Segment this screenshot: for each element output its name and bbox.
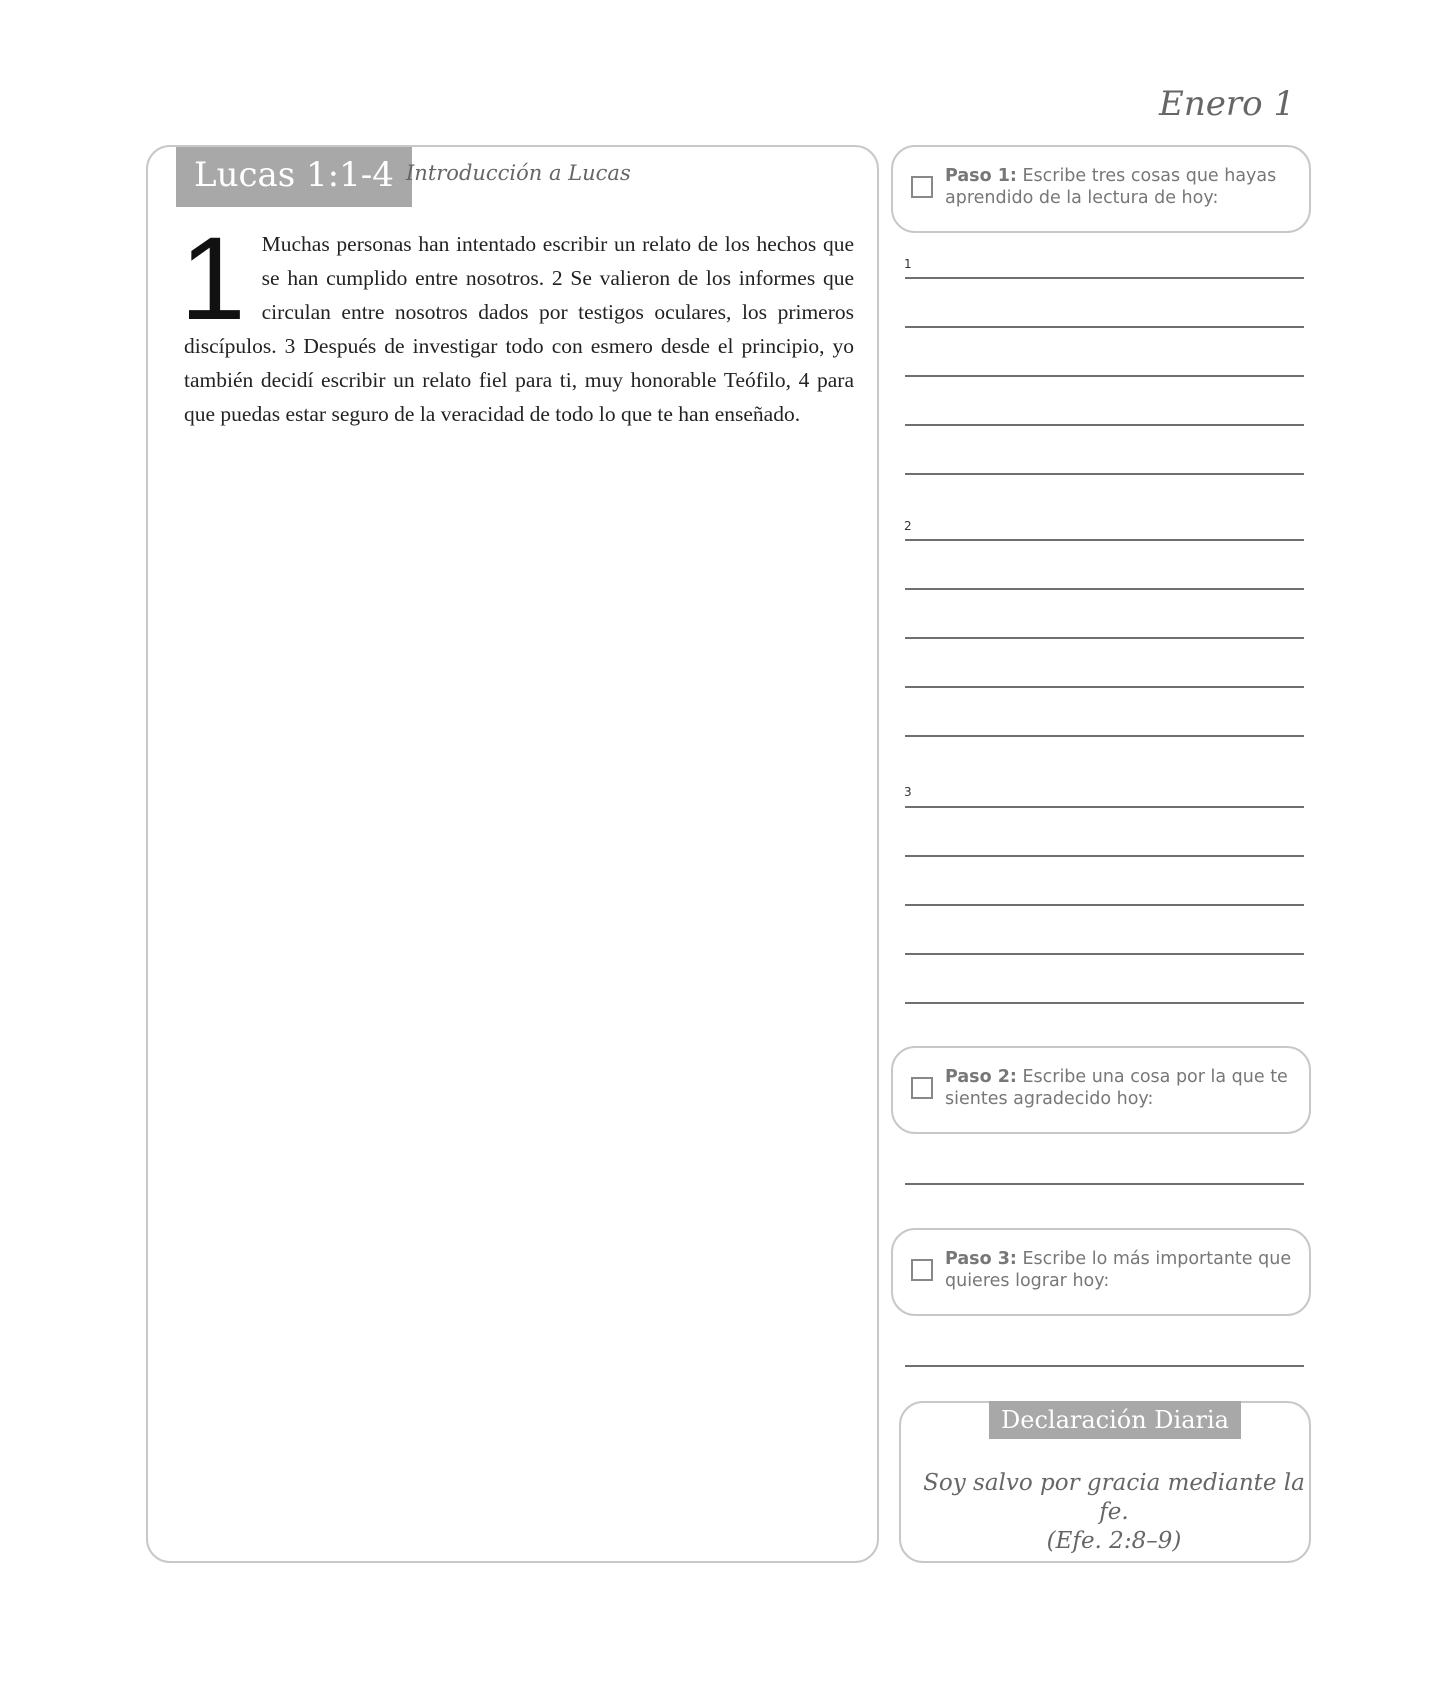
item-number-2: 2 [904,519,912,533]
write-line[interactable] [905,326,1304,328]
declaration-label: Declaración Diaria [989,1401,1241,1439]
write-line[interactable] [905,588,1304,590]
step1-box [891,145,1311,233]
step2-label: Paso 2: [945,1067,1017,1087]
write-line[interactable] [905,637,1304,639]
step3-box [891,1228,1311,1316]
step1-label: Paso 1: [945,166,1017,186]
item-number-1: 1 [904,257,912,271]
passage-text: Muchas personas han intentado escribir un relato de los hechos que se han cumplido entre nosotros. 2 Se valieron de los informes que circulan entre nosotros dados por testigos oculares, los primeros discípulos. 3 Después de investigar todo con esmero desde el principio, yo también decidí escribir un relato fiel para ti, muy honorable Teófilo, 4 para que puedas estar seguro de la veracidad de todo lo que te han enseñado. [184,232,854,426]
reading-panel [146,145,879,1563]
write-line[interactable] [905,855,1304,857]
step2-instructions [945,1066,1295,1110]
write-line[interactable] [905,277,1304,279]
daily-declaration-box [899,1401,1311,1563]
write-line[interactable] [905,806,1304,808]
write-line[interactable] [905,1002,1304,1004]
step3-label: Paso 3: [945,1249,1017,1269]
write-line[interactable] [905,424,1304,426]
chapter-number: 1 [180,213,246,345]
write-line[interactable] [905,1183,1304,1185]
write-line[interactable] [905,686,1304,688]
write-line[interactable] [905,473,1304,475]
write-line[interactable] [905,375,1304,377]
declaration-text: Soy salvo por gracia mediante la fe. [923,1470,1305,1525]
step3-text: Escribe lo más importante que quieres lograr hoy: [945,1249,1292,1291]
step1-text: Escribe tres cosas que hayas aprendido de la lectura de hoy: [945,166,1277,208]
write-line[interactable] [905,539,1304,541]
step2-box [891,1046,1311,1134]
write-line[interactable] [905,953,1304,955]
passage-reference: Lucas 1:1-4 [176,147,412,207]
declaration-reference: (Efe. 2:8–9) [1046,1528,1182,1554]
passage-title: Introducción a Lucas [406,161,631,185]
write-line[interactable] [905,1365,1304,1367]
step1-checkbox[interactable] [911,176,933,198]
item-number-3: 3 [904,785,912,799]
step2-text: Escribe una cosa por la que te sientes agradecido hoy: [945,1067,1288,1109]
declaration-text-block [901,1469,1309,1556]
step2-checkbox[interactable] [911,1077,933,1099]
date-heading: Enero 1 [1159,84,1295,124]
passage-body [180,213,854,431]
step3-instructions [945,1248,1295,1292]
step3-checkbox[interactable] [911,1259,933,1281]
write-line[interactable] [905,904,1304,906]
write-line[interactable] [905,735,1304,737]
step1-instructions [945,165,1295,209]
